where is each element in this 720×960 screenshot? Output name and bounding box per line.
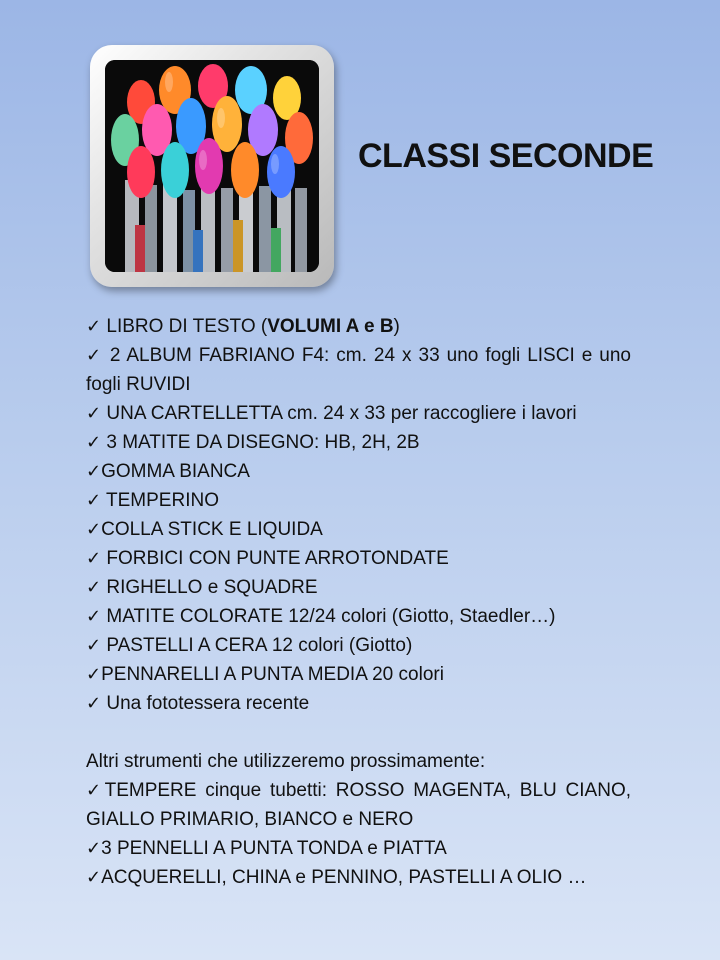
checkmark-icon: ✓ xyxy=(86,316,102,337)
list-item xyxy=(86,834,631,863)
item-text: TEMPERE cinque tubetti: ROSSO MAGENTA, BLU CIANO, GIALLO PRIMARIO, BIANCO e NERO xyxy=(86,780,631,830)
item-text: Una fototessera recente xyxy=(106,693,310,714)
item-text-bold: VOLUMI A e B xyxy=(267,316,394,337)
list-item xyxy=(86,312,631,341)
checkmark-icon: ✓ xyxy=(86,461,102,482)
item-text: 3 PENNELLI A PUNTA TONDA e PIATTA xyxy=(101,838,447,859)
paintbrushes-illustration xyxy=(105,60,319,272)
list-item xyxy=(86,515,631,544)
item-text: PENNARELLI A PUNTA MEDIA 20 colori xyxy=(101,664,444,685)
checkmark-icon: ✓ xyxy=(86,838,102,859)
list-item xyxy=(86,341,631,399)
checkmark-icon: ✓ xyxy=(86,606,102,627)
item-text: TEMPERINO xyxy=(106,490,219,511)
page-title: CLASSI SECONDE xyxy=(358,137,654,175)
checkmark-icon: ✓ xyxy=(86,577,102,598)
list-item xyxy=(86,399,631,428)
photo-frame xyxy=(90,45,334,287)
item-text: ) xyxy=(393,316,400,337)
checkmark-icon: ✓ xyxy=(86,432,102,453)
checkmark-icon: ✓ xyxy=(86,780,105,801)
list-item xyxy=(86,689,631,718)
paintbrushes-photo xyxy=(105,60,319,272)
spacer xyxy=(86,718,631,747)
section-heading: Altri strumenti che utilizzeremo prossimamente: xyxy=(86,751,486,772)
list-item xyxy=(86,631,631,660)
item-text: FORBICI CON PUNTE ARROTONDATE xyxy=(106,548,449,569)
checkmark-icon: ✓ xyxy=(86,490,102,511)
item-text: LIBRO DI TESTO ( xyxy=(106,316,268,337)
item-text: 2 ALBUM FABRIANO F4: cm. 24 x 33 uno fogli LISCI e uno fogli RUVIDI xyxy=(86,345,631,395)
list-item xyxy=(86,776,631,834)
list-item xyxy=(86,457,631,486)
list-item xyxy=(86,602,631,631)
list-item xyxy=(86,573,631,602)
item-text: GOMMA BIANCA xyxy=(101,461,250,482)
list-item xyxy=(86,486,631,515)
checkmark-icon: ✓ xyxy=(86,403,102,424)
item-text: MATITE COLORATE 12/24 colori (Giotto, Staedler…) xyxy=(106,606,556,627)
item-text: 3 MATITE DA DISEGNO: HB, 2H, 2B xyxy=(106,432,420,453)
checkmark-icon: ✓ xyxy=(86,867,102,888)
checkmark-icon: ✓ xyxy=(86,548,102,569)
item-text: RIGHELLO e SQUADRE xyxy=(106,577,318,598)
checkmark-icon: ✓ xyxy=(86,664,102,685)
item-text: PASTELLI A CERA 12 colori (Giotto) xyxy=(106,635,413,656)
list-item xyxy=(86,660,631,689)
list-item xyxy=(86,863,631,892)
item-text: COLLA STICK E LIQUIDA xyxy=(101,519,323,540)
supplies-list xyxy=(86,312,631,892)
checkmark-icon: ✓ xyxy=(86,345,103,366)
checkmark-icon: ✓ xyxy=(86,693,102,714)
checkmark-icon: ✓ xyxy=(86,519,102,540)
list-item xyxy=(86,428,631,457)
list-item xyxy=(86,544,631,573)
item-text: ACQUERELLI, CHINA e PENNINO, PASTELLI A OLIO … xyxy=(101,867,587,888)
item-text: UNA CARTELLETTA cm. 24 x 33 per raccogliere i lavori xyxy=(106,403,577,424)
checkmark-icon: ✓ xyxy=(86,635,102,656)
